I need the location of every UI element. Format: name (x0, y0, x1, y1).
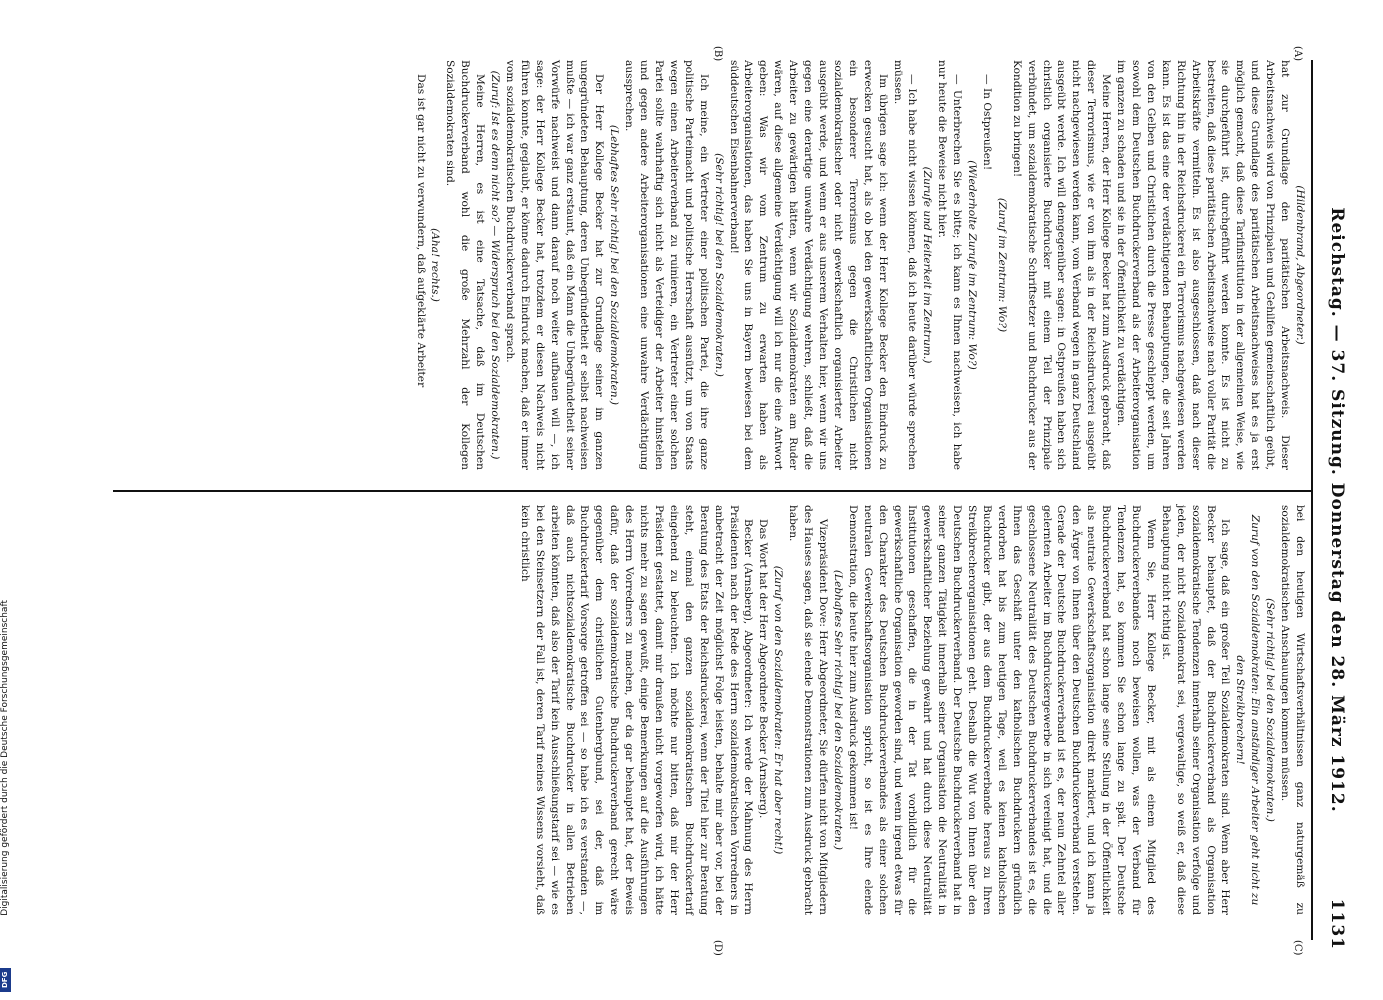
interjection: (Zuruf im Zentrum: Wo?) (995, 197, 1008, 333)
interjection: (Zuruf von den Sozialdemokraten: Er hat aber recht!) (772, 565, 785, 855)
paragraph: Meine Herren, der Herr Kollege Becker hat zum Ausdruck gebracht, daß dieser Terrorismus, wie er von ihm als in der Reichsdruckerei ausgeübt nicht nachgewiesen werden kann, vom Verband wegen in ganz Deutschland ausgeübt werde. Ich will demgegenüber sagen: in Ostpreußen haben sich christlich organisierte Buchdrucker mit einem Teil der Prinzipale verbündet, um sozialdemokratische Schriftsetzer und Buchdrucker aus der Kondition zu bringen! (1010, 60, 1113, 470)
paragraph: Ich sage, daß ein großer Teil Sozialdemokraten sind. Wenn aber Herr Becker behauptet, daß der Buchdruckerverband als Organisation sozialdemokratische Tendenzen innerhalb seiner Organisation verfolge und jeden, der nicht Sozialdemokrat sei, vergewaltige, so weiß er, daß diese Behauptung nicht richtig ist. (1159, 505, 1232, 915)
paragraph: Das ist gar nicht zu verwundern, daß aufgeklärte Arbeiter (414, 74, 427, 388)
interjection: (Lebhaftes Sehr richtig! bei den Sozialdemokraten.) (831, 569, 844, 851)
paragraph: Ich meine, ein Vertreter einer politischen Partei, die ihre ganze politische Parteimacht und politische Herrschaft ausnützt, um von Staats wegen einen Arbeiterverband zu ruinieren, ein Vertreter einer solchen Partei sollte wahrhaftig sich nicht als Verteidiger der Arbeiter hinstellen und gegen andere Arbeiterorganisationen eine unwahre Verdächtigung aussprechen. (623, 60, 710, 470)
interjection: (Hildenbrand, Abgeordneter.) (1294, 185, 1306, 345)
paragraph: — Unterbrechen Sie es bitte; ich kann es Ihnen nachweisen, ich habe nur heute die Beweise nicht hier. (936, 60, 964, 470)
margin-mark-b: (B) (712, 46, 723, 62)
page-number: 1131 (1327, 898, 1347, 950)
funding-note: Digitalisierung gefördert durch die Deutsche Forschungsgemeinschaft (0, 600, 10, 916)
margin-mark-d: (D) (712, 940, 723, 956)
interjection: (Wiederholte Zurufe im Zentrum: Wo?) (966, 160, 979, 370)
interjection: (Zuruf: Ist es denn nicht so? — Widerspruch bei den Sozialdemokraten.) (489, 70, 502, 460)
paragraph: Vizepräsident Dove: Herr Abgeordneter, Sie dürfen nicht von Mitgliedern des Hauses sagen, daß sie elende Demonstrationen zum Ausdruck gebracht haben. (787, 505, 829, 915)
margin-mark-c: (C) (1292, 940, 1303, 956)
interjection: Zuruf von den Sozialdemokraten: Ein anständiger Arbeiter geht nicht zu den Streikbrechern! (1234, 514, 1262, 906)
paragraph: — Ich habe nicht wissen können, daß ich heute darüber würde sprechen müssen. (891, 60, 919, 470)
paragraph: Das Wort hat der Herr Abgeordnete Becker (Arnsberg). (757, 519, 770, 819)
paragraph: hat zur Grundlage den paritätischen Arbeitsnachweis. Dieser Arbeitsnachweis wird von Prinzipalen und Gehilfen gemeinschaftlich geübt, und diese Grundlage des paritätischen Arbeitsnachweises hat es ja erst möglich gemacht, daß diese Tarifinstitution in der allgemeinen Weise, wie sie durchgeführt ist, durchgeführt werden konnte. Es ist nicht zu bestreiten, daß diese paritätischen Arbeitsnachweise nach voller Parität die Arbeitskräfte vermitteln. Es ist also ausgeschlossen, daß nach dieser Richtung hin in der Reichsdruckerei ein Terrorismus nachgewiesen werden kann. Es ist das eine der verdächtigenden Behauptungen, die seit Jahren von den Gelben und Christlichen durch die Presse geschleppt werden, um sowohl dem Deutschen Buchdruckerverband als der Arbeiterorganisation im ganzen zu schaden und sie in der Öffentlichkeit zu verdächtigen. (1115, 60, 1292, 470)
page-header (1317, 50, 1347, 950)
right-column (518, 505, 1307, 915)
paragraph: Wenn Sie, Herr Kollege Becker, mit als einem Mitglied des Buchdruckerverbandes noch beweisen wollen, was der Verband für Tendenzen hat, so kommen Sie schon lange zu spät. Der Deutsche Buchdruckerverband hat schon lange seine Stellung in der Öffentlichkeit als neutrale Gewerkschaftsorganisation direkt markiert, und ich kann ja den Ärger von Ihnen über den Deutschen Buchdruckerverband verstehen. Gerade der Deutsche Buchdruckerverband ist es, der neun Zehntel aller gelernten Arbeiter im Buchdruckergewerbe in sich vereinigt hat, und die geschlossene Neutralität des Deutschen Buchdruckerverbandes ist es, die Ihnen das Geschäft unter den katholischen Buchdruckern gründlich verdorben hat bis zum heutigen Tage, weil es keinen katholischen Buchdrucker gibt, der aus dem Buchdruckerverbande heraus zu Ihren Streikbrecherorganisationen geht. Deshalb die Wut von Ihnen über den Deutschen Buchdruckerverband. Der Deutsche Buchdruckerverband hat in seiner ganzen Tätigkeit innerhalb seiner Organisation die Neutralität in gewerkschaftlicher Beziehung gewahrt und hat durch diese Neutralität Institutionen geschaffen, die in der Tat vorbildlich für die gewerkschaftliche Organisation geworden sind, und wenn irgend etwas für den Charakter des Deutschen Buchdruckerverbandes als einer solchen neutralen Gewerkschaftsorganisation spricht, so ist es Ihre elende Demonstration, die heute hier zum Ausdruck gekommen ist! (846, 505, 1157, 915)
page-title: Reichstag. — 37. Sitzung. Donnerstag den 28. März 1912. (1327, 207, 1347, 813)
interjection: (Zurufe und Heiterkeit im Zentrum.) (921, 166, 934, 364)
paragraph: bei den heutigen Wirtschaftsverhältnissen ganz naturgemäß zu sozialdemokratischen Anschauungen kommen müssen. (1279, 505, 1306, 915)
paragraph: — In Ostpreußen! (980, 74, 993, 171)
header-rule (1311, 60, 1313, 940)
column-divider (113, 490, 1313, 492)
paragraph: Meine Herren, es ist eine Tatsache, daß im Deutschen Buchdruckerverband wohl die große Mehrzahl der Kollegen Sozialdemokraten sind. (444, 60, 487, 470)
interjection: (Sehr richtig! bei den Sozialdemokraten.) (712, 153, 725, 377)
paragraph: Der Herr Kollege Becker hat zur Grundlage seiner im ganzen ungegründeten Behauptung, deren Unbegründetheit er selbst nachweisen mußte — ich war ganz erstaunt, daß ein Mann die Unbegründetheit seiner Vorwürfe nachweist und dann darauf noch weiter aufbauen will —, ich sage: der Herr Kollege Becker hat, trotzdem er diesen Nachweis nicht führen konnte, geglaubt, er könne dadurch Eindruck machen, daß er immer vom sozialdemokratischen Buchdruckerverband sprach. (503, 60, 606, 470)
left-column (127, 60, 1307, 470)
interjection: (Aha! rechts.) (429, 228, 442, 302)
paragraph: Becker (Arnsberg), Abgeordneter: Ich werde der Mahnung des Herrn Präsidenten nach der Rede des Herrn sozialdemokratischen Vorredners in anbetracht der Zeit möglichst Folge leisten, behalte mir aber vor, bei der Beratung des Etats der Reichsdruckerei, wenn der Titel hier zur Beratung steht, einmal den ganzen sozialdemokratischen Buchdruckertarif eingehend zu beleuchten. Ich möchte nur bitten, daß mir der Herr Präsident gestattet, damit mir draußen nicht vorgeworfen wird, ich hätte nichts mehr zu sagen gewußt, einige Bemerkungen auf die Ausführungen des Herrn Vorredners zu machen, der da gar behauptet hat, der Beweis dafür, daß der sozialdemokratische Buchdruckerverband gerecht wäre gegenüber dem christlichen Gutenbergbund, sei der, daß im Buchdruckertarif Vorsorge getroffen sei — so habe ich es verstanden —, daß auch nichtsozialdemokratische Buchdrucker in allen Betrieben arbeiten könnten, daß also der Tarif kein Ausschließungstarif sei — wie es bei den Steinsetzern der Fall ist, deren Tarif meines Wissens vorsieht, daß kein christlich (518, 505, 755, 915)
paragraph: Im übrigen sage ich: wenn der Herr Kollege Becker den Eindruck zu erwecken gesucht hat, als ob bei den gewerkschaftlichen Organisationen ein besonderer Terrorismus gegen die Christlichen nicht sozialdemokratischer oder nicht gewerkschaftlich organisierter Arbeiter ausgeübt werde, und wenn er aus unserem Verhalten hier, wenn wir uns gegen eine derartige unwahre Verdächtigung wehren, schließt, daß die Arbeiter zu gewärtigen hätten, wenn wir Sozialdemokraten am Ruder wären, auf diese allgemeine Verdächtigung will ich nur die eine Antwort geben: Was wir vom Zentrum zu erwarten haben als Arbeiterorganisationen, das haben Sie uns in Bayern bewiesen bei dem süddeutschen Eisenbahnerverband! (727, 60, 889, 470)
interjection: (Lebhaftes Sehr richtig! bei den Sozialdemokraten.) (608, 124, 621, 406)
dfg-logo: DFG (0, 968, 11, 992)
margin-mark-a: (A) (1292, 46, 1303, 62)
interjection: (Sehr richtig! bei den Sozialdemokraten.) (1264, 598, 1277, 822)
